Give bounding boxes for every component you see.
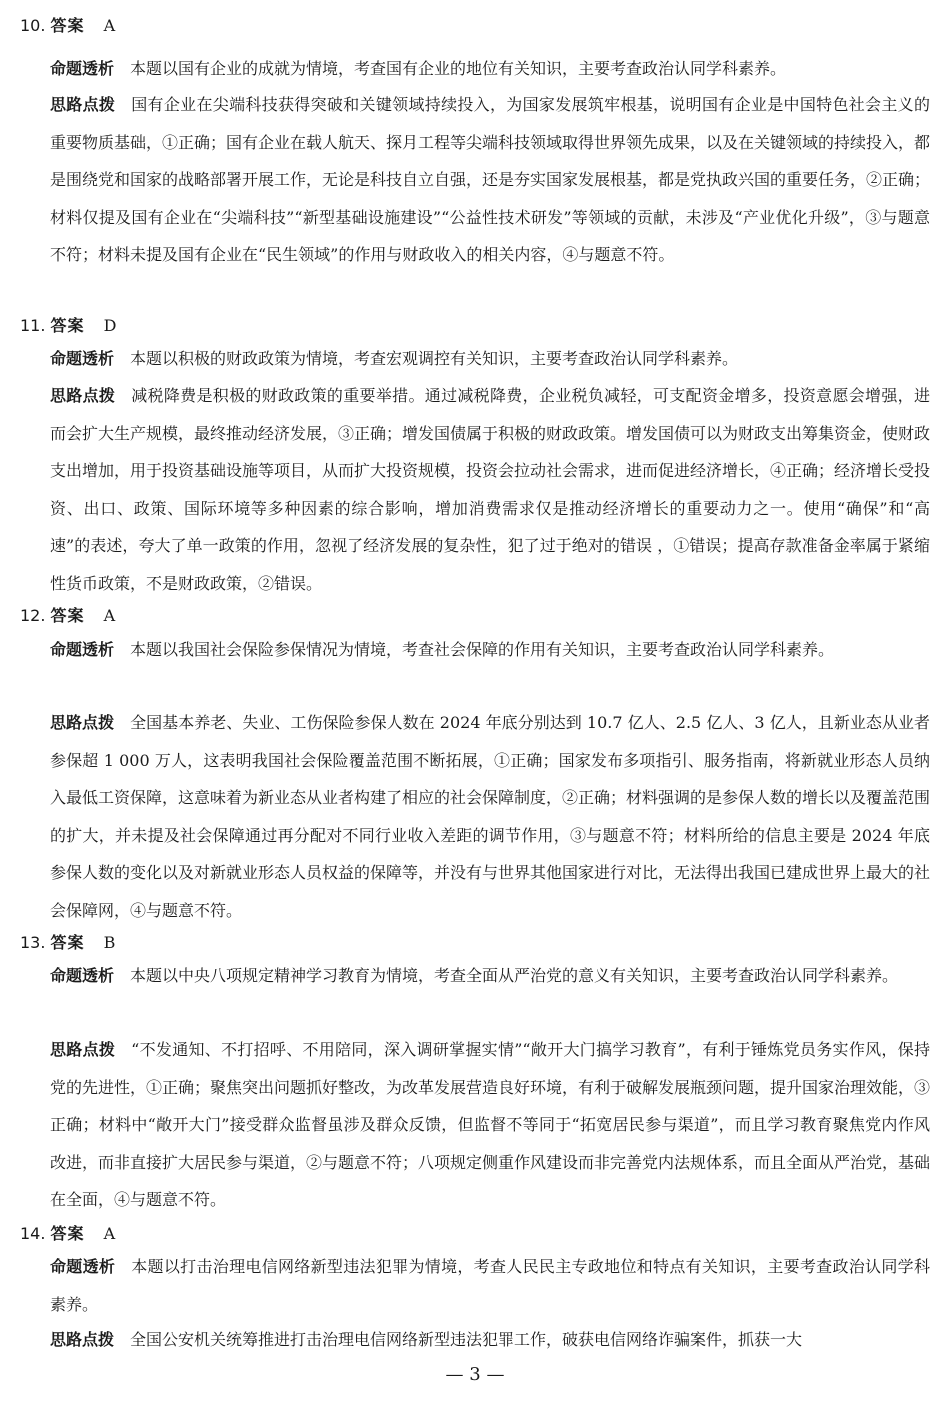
- question-number: 10.: [20, 16, 46, 35]
- hint-text: 全国基本养老、失业、工伤保险参保人数在 2024 年底分别达到 10.7 亿人、2.5 亿人、3 亿人，且新业态从业者参保超 1 000 万人，这表明我国社会保险覆盖范围不断拓展，①正确；国家发布多项指引、服务指南，将新就业形态人员纳入最低工资保障，这意味着为新业态从业者构建了相应的社会保障制度，②正确；材料强调的是参保人数的增长以及覆盖范围的扩大，并未提及社会保障通过再分配对不同行业收入差距的调节作用，③与题意不符；材料所给的信息主要是 2024 年底参保人数的变化以及对新就业形态人员权益的保障等，并没有与世界其他国家进行对比，无法得出我国已建成世界上最大的社会保障网，④与题意不符。: [50, 713, 931, 920]
- hint-text: “不发通知、不打招呼、不用陪同，深入调研掌握实情”“敞开大门搞学习教育”，有利于锤炼党员务实作风，保持党的先进性，①正确；聚焦突出问题抓好整改，为改革发展营造良好环境，有利于破解发展瓶颈问题，提升国家治理效能，③正确；材料中“敞开大门”接受群众监督虽涉及群众反馈，但监督不等同于“拓宽居民参与渠道”，而且学习教育聚焦党内作风改进，而非直接扩大居民参与渠道，②与题意不符；八项规定侧重作风建设而非完善党内法规体系，而且全面从严治党，基础在全面，④与题意不符。: [50, 1040, 931, 1209]
- intent-label: 命题透析: [50, 349, 115, 368]
- intent-label: 命题透析: [50, 966, 115, 985]
- question-14-hint: [50, 1321, 930, 1359]
- answer-value: A: [103, 1224, 116, 1243]
- question-10-hint: [50, 86, 930, 274]
- answer-label: 答案: [50, 933, 85, 952]
- intent-text: 本题以打击治理电信网络新型违法犯罪为情境，考查人民民主专政地位和特点有关知识，主要考查政治认同学科素养。: [50, 1257, 930, 1314]
- hint-label: 思路点拨: [50, 95, 116, 114]
- question-13-hint: [50, 1031, 930, 1219]
- question-14-intent: [50, 1248, 930, 1323]
- hint-text: 减税降费是积极的财政政策的重要举措。通过减税降费，企业税负减轻，可支配资金增多，投资意愿会增强，进而会扩大生产规模，最终推动经济发展，③正确；增发国债属于积极的财政政策。增发国债可以为财政支出筹集资金，使财政支出增加，用于投资基础设施等项目，从而扩大投资规模，投资会拉动社会需求，进而促进经济增长，④正确；经济增长受投资、出口、政策、国际环境等多种因素的综合影响，增加消费需求仅是推动经济增长的重要动力之一。使用“确保”和“高速”的表述，夸大了单一政策的作用，忽视了经济发展的复杂性，犯了过于绝对的错误 ，①错误；提高存款准备金率属于紧缩性货币政策，不是财政政策，②错误。: [50, 386, 931, 593]
- intent-label: 命题透析: [50, 59, 115, 78]
- question-13-intent: [50, 957, 930, 995]
- answer-value: D: [103, 316, 117, 335]
- intent-text: 本题以我国社会保险参保情况为情境，考查社会保障的作用有关知识，主要考查政治认同学科素养。: [130, 640, 835, 659]
- question-number: 13.: [20, 933, 46, 952]
- hint-label: 思路点拨: [50, 713, 115, 732]
- question-11-hint: [50, 377, 930, 602]
- answer-label: 答案: [50, 1224, 85, 1243]
- answer-value: A: [103, 606, 116, 625]
- question-12-answer-line: [20, 606, 115, 626]
- answer-label: 答案: [50, 606, 85, 625]
- page-number: — 3 —: [445, 1364, 505, 1385]
- question-number: 14.: [20, 1224, 46, 1243]
- hint-text: 全国公安机关统筹推进打击治理电信网络新型违法犯罪工作，破获电信网络诈骗案件，抓获一大: [130, 1330, 803, 1349]
- hint-label: 思路点拨: [50, 386, 116, 405]
- question-10-intent: [50, 50, 930, 88]
- intent-text: 本题以积极的财政政策为情境，考查宏观调控有关知识，主要考查政治认同学科素养。: [130, 349, 739, 368]
- answer-value: A: [103, 16, 116, 35]
- hint-label: 思路点拨: [50, 1330, 115, 1349]
- question-14-answer-line: [20, 1224, 115, 1244]
- intent-label: 命题透析: [50, 640, 115, 659]
- question-12-intent: [50, 631, 930, 669]
- hint-label: 思路点拨: [50, 1040, 116, 1059]
- question-11-answer-line: [20, 316, 116, 336]
- question-number: 12.: [20, 606, 46, 625]
- question-10-answer-line: [20, 16, 115, 36]
- intent-label: 命题透析: [50, 1257, 116, 1276]
- intent-text: 本题以中央八项规定精神学习教育为情境，考查全面从严治党的意义有关知识，主要考查政治认同学科素养。: [130, 966, 899, 985]
- answer-value: B: [103, 933, 116, 952]
- question-number: 11.: [20, 316, 46, 335]
- answer-label: 答案: [50, 16, 85, 35]
- question-12-hint: [50, 704, 930, 929]
- hint-text: 国有企业在尖端科技获得突破和关键领域持续投入，为国家发展筑牢根基，说明国有企业是中国特色社会主义的重要物质基础，①正确；国有企业在载人航天、探月工程等尖端科技领域取得世界领先成果，以及在关键领域的持续投入，都是围绕党和国家的战略部署开展工作，无论是科技自立自强，还是夯实国家发展根基，都是党执政兴国的重要任务，②正确；材料仅提及国有企业在“尖端科技”“新型基础设施建设”“公益性技术研发”等领域的贡献，未涉及“产业优化升级”，③与题意不符；材料未提及国有企业在“民生领域”的作用与财政收入的相关内容，④与题意不符。: [50, 95, 931, 264]
- intent-text: 本题以国有企业的成就为情境，考查国有企业的地位有关知识，主要考查政治认同学科素养。: [130, 59, 787, 78]
- question-11-intent: [50, 340, 930, 378]
- answer-label: 答案: [50, 316, 85, 335]
- question-13-answer-line: [20, 933, 115, 953]
